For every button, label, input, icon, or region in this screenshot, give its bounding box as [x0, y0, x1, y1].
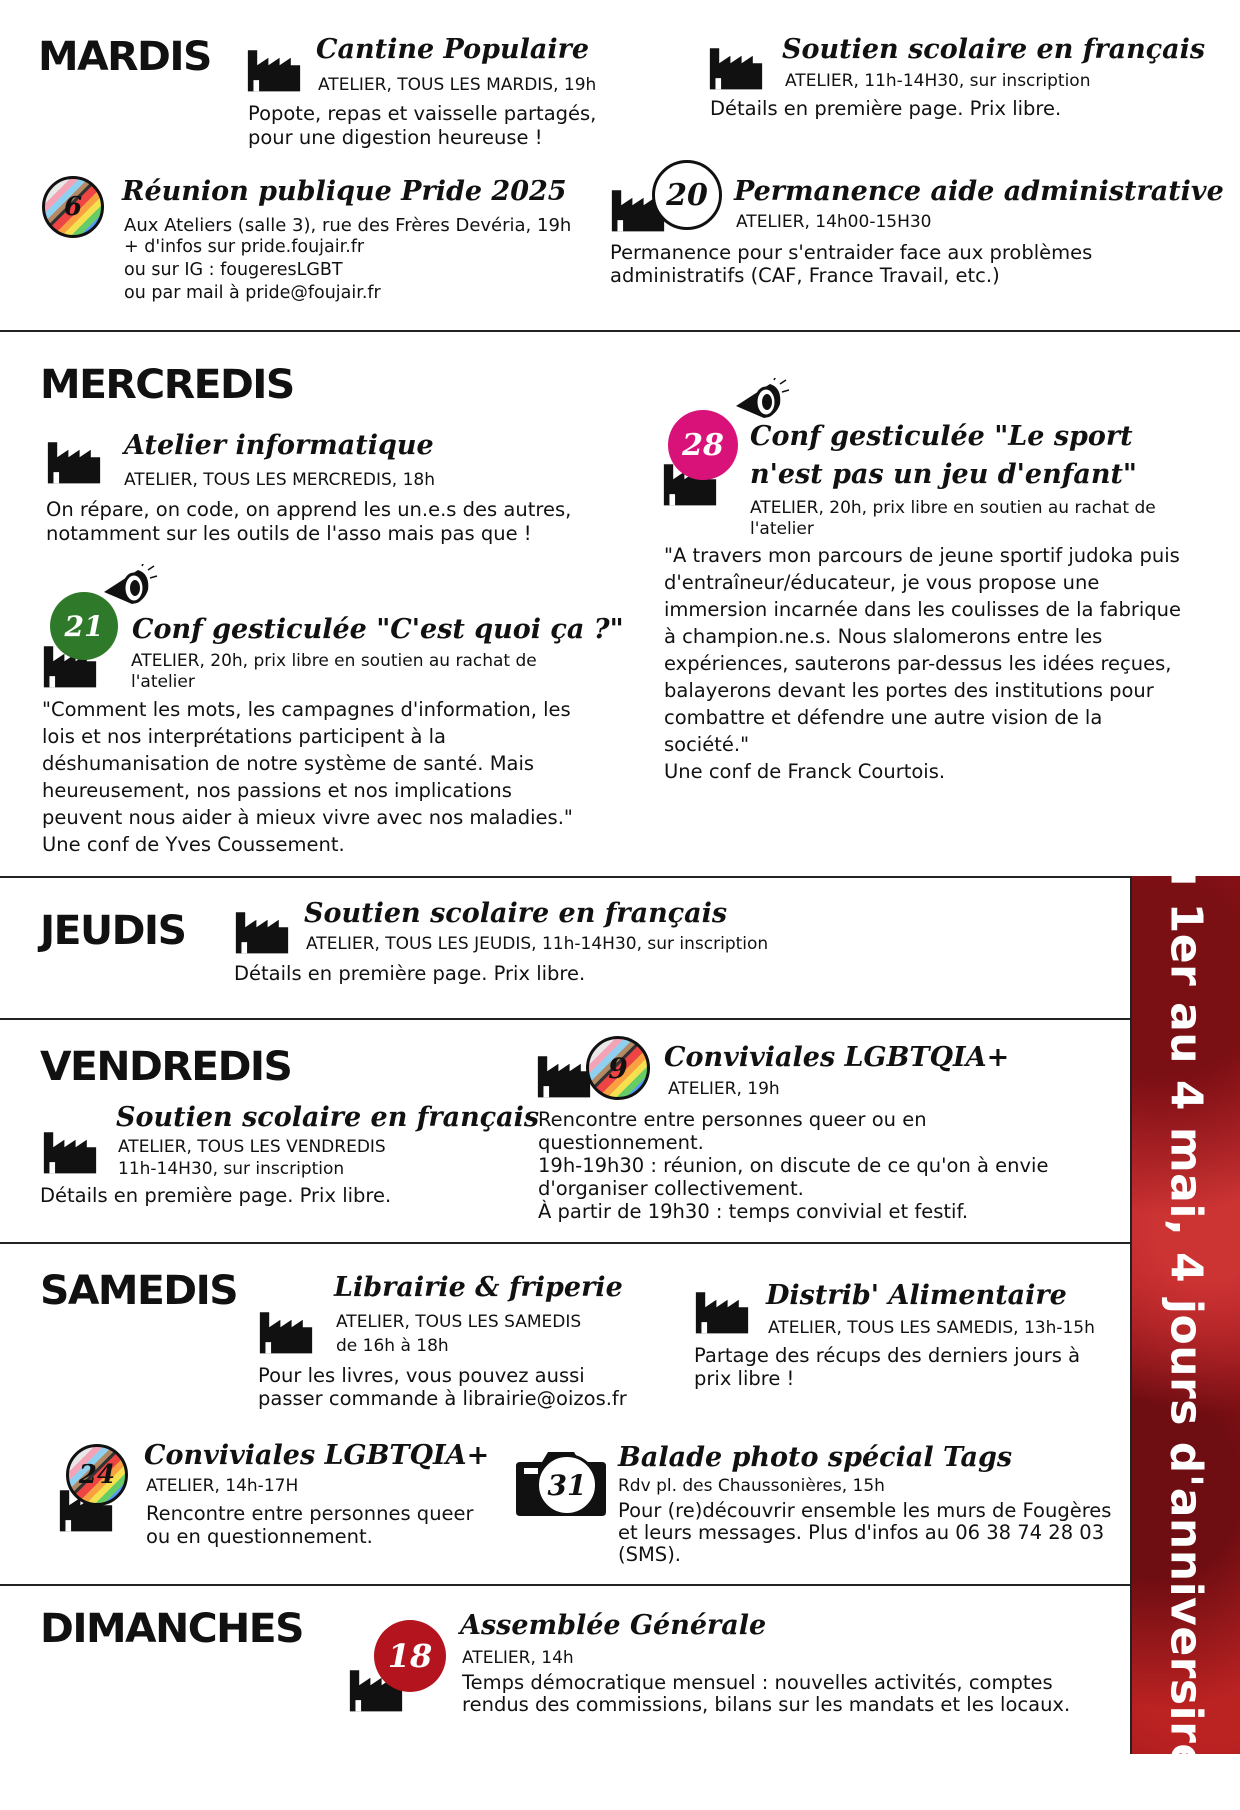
event-body-line: Partage des récups des derniers jours à [694, 1344, 1081, 1367]
factory-icon [234, 906, 290, 954]
event-title: Soutien scolaire en français [304, 898, 728, 929]
event-meta-line: ATELIER, TOUS LES VENDREDIS [118, 1137, 386, 1157]
day-heading-samedis: SAMEDIS [40, 1268, 238, 1314]
event-title-line: Conf gesticulée "Le sport [750, 421, 1133, 452]
event-body-line: Pour les livres, vous pouvez aussi [258, 1364, 585, 1387]
megaphone-icon [730, 378, 790, 423]
section-divider [0, 330, 1240, 332]
event-meta-line: 11h-14H30, sur inscription [118, 1159, 345, 1179]
event-body-line: À partir de 19h30 : temps convivial et festif. [538, 1200, 969, 1223]
event-body-line: Détails en première page. Prix libre. [40, 1184, 392, 1207]
event-body-line: passer commande à librairie@oizos.fr [258, 1387, 627, 1410]
day-heading-mercredis: MERCREDIS [40, 362, 294, 408]
factory-icon [246, 44, 302, 92]
event-body-line: Détails en première page. Prix libre. [710, 97, 1062, 120]
day-heading-jeudis: JEUDIS [40, 908, 186, 954]
event-title: Conviviales LGBTQIA+ [144, 1440, 490, 1471]
event-body-line: et leurs messages. Plus d'infos au 06 38 74 28 03 [618, 1521, 1105, 1544]
event-title: Cantine Populaire [316, 34, 590, 65]
event-body-line: heureusement, nos passions et nos implications [42, 779, 512, 802]
event-body-line: déshumanisation de notre système de santé. Mais [42, 752, 535, 775]
section-divider [0, 876, 1240, 878]
event-meta: ATELIER, 14h00-15H30 [736, 212, 932, 232]
event-meta: ATELIER, 14h [462, 1648, 574, 1668]
event-title: Soutien scolaire en français [782, 34, 1206, 65]
day-heading-mardis: MARDIS [38, 34, 211, 80]
day-heading-dimanches: DIMANCHES [40, 1606, 303, 1652]
section-divider [0, 1584, 1132, 1586]
event-body-line: Popote, repas et vaisselle partagés, [248, 102, 597, 125]
event-title: Assemblée Générale [460, 1610, 767, 1641]
event-body-line: questionnement. [538, 1131, 704, 1154]
event-body-line: Rencontre entre personnes queer [146, 1502, 474, 1525]
event-meta-line: l'atelier [750, 519, 814, 539]
event-title: Permanence aide administrative [734, 176, 1224, 207]
event-meta: ATELIER, 19h [668, 1079, 780, 1099]
event-meta: ATELIER, 14h-17H [146, 1476, 299, 1496]
section-divider [0, 1242, 1132, 1244]
event-body-line: Pour (re)découvrir ensemble les murs de Fougères [618, 1499, 1112, 1522]
event-body-line: "Comment les mots, les campagnes d'information, les [42, 698, 571, 721]
event-title: Atelier informatique [124, 430, 434, 461]
event-meta-line: ATELIER, 20h, prix libre en soutien au rachat de [750, 498, 1156, 518]
event-body-line: immersion incarnée dans les coulisses de la fabrique [664, 598, 1181, 621]
event-body-line: d'organiser collectivement. [538, 1177, 804, 1200]
factory-icon [694, 1286, 750, 1334]
event-body-line: rendus des commissions, bilans sur les mandats et les locaux. [462, 1693, 1071, 1716]
event-body-line: balayerons devant les portes des institutions pour [664, 679, 1154, 702]
event-title: Réunion publique Pride 2025 [122, 176, 567, 207]
event-title: Librairie & friperie [334, 1272, 623, 1303]
event-body-line: ou en questionnement. [146, 1525, 373, 1548]
event-body-line: Une conf de Franck Courtois. [664, 760, 946, 783]
event-body-line: ou sur IG : fougeresLGBT [124, 260, 343, 280]
event-body-line: + d'infos sur pride.foujair.fr [124, 237, 365, 257]
date-badge-21: 21 [50, 592, 118, 660]
factory-icon [46, 436, 102, 484]
event-meta: ATELIER, 11h-14H30, sur inscription [785, 71, 1091, 91]
event-body-line: Une conf de Yves Coussement. [42, 833, 345, 856]
factory-icon [258, 1306, 314, 1354]
event-body-line: lois et nos interprétations participent à la [42, 725, 446, 748]
date-badge-31: 31 [536, 1454, 598, 1516]
event-meta: ATELIER, TOUS LES MERCREDIS, 18h [124, 470, 435, 490]
factory-icon [536, 1050, 592, 1098]
event-body-line: 19h-19h30 : réunion, on discute de ce qu'on à envie [538, 1154, 1049, 1177]
event-body-line: à champion.ne.s. Nous slalomerons entre les [664, 625, 1103, 648]
section-divider [0, 1018, 1132, 1020]
event-body-line: Rencontre entre personnes queer ou en [538, 1108, 927, 1131]
event-title-line: n'est pas un jeu d'enfant" [750, 459, 1137, 490]
event-meta: ATELIER, TOUS LES MARDIS, 19h [318, 75, 597, 95]
event-body-line: notamment sur les outils de l'asso mais pas que ! [46, 522, 532, 545]
date-badge-9: 9 [586, 1036, 650, 1100]
event-meta: ATELIER, TOUS LES SAMEDIS, 13h-15h [768, 1318, 1095, 1338]
event-body-line: prix libre ! [694, 1367, 795, 1390]
anniversary-banner [1132, 817, 1240, 1810]
event-meta-line: ATELIER, 20h, prix libre en soutien au rachat de [131, 651, 537, 671]
event-meta-line: de 16h à 18h [336, 1336, 449, 1356]
event-body-line: On répare, on code, on apprend les un.e.s des autres, [46, 498, 572, 521]
event-title: Distrib' Alimentaire [766, 1280, 1067, 1311]
event-meta: Rdv pl. des Chaussonières, 15h [618, 1476, 885, 1496]
event-body-line: ou par mail à pride@foujair.fr [124, 283, 381, 303]
event-body-line: Détails en première page. Prix libre. [234, 962, 586, 985]
event-body-line: (SMS). [618, 1543, 681, 1566]
event-body-line: pour une digestion heureuse ! [248, 126, 543, 149]
event-meta-line: ATELIER, TOUS LES SAMEDIS [336, 1312, 582, 1332]
factory-icon [42, 1126, 98, 1174]
date-badge-24: 24 [66, 1444, 128, 1506]
day-heading-vendredis: VENDREDIS [40, 1044, 292, 1090]
event-body-line: Permanence pour s'entraider face aux problèmes [610, 241, 1093, 264]
date-badge-20: 20 [652, 160, 722, 230]
event-title: Conf gesticulée "C'est quoi ça ?" [132, 614, 624, 645]
event-body-line: expériences, sauterons par-dessus les idées reçues, [664, 652, 1172, 675]
date-badge-28: 28 [668, 410, 738, 480]
date-badge-18: 18 [374, 1620, 446, 1692]
event-body-line: d'entraîneur/éducateur, je vous propose une [664, 571, 1100, 594]
event-meta: Aux Ateliers (salle 3), rue des Frères Devéria, 19h [124, 215, 572, 236]
event-body-line: administratifs (CAF, France Travail, etc.) [610, 264, 1000, 287]
event-title: Conviviales LGBTQIA+ [664, 1042, 1010, 1073]
factory-icon [708, 42, 764, 90]
date-badge-6: 6 [42, 176, 104, 238]
event-title: Soutien scolaire en français [116, 1102, 540, 1133]
event-meta: ATELIER, TOUS LES JEUDIS, 11h-14H30, sur inscription [306, 934, 769, 954]
event-body-line: société." [664, 733, 750, 756]
event-body-line: "A travers mon parcours de jeune sportif judoka puis [664, 544, 1180, 567]
event-body-line: peuvent nous aider à mieux vivre avec nos maladies." [42, 806, 573, 829]
anniversary-banner-text: Du 1er au 4 mai, 4 jours d'anniversire ! [1160, 817, 1212, 1810]
event-title: Balade photo spécial Tags [618, 1442, 1013, 1473]
event-body-line: combattre et défendre une autre vision de la [664, 706, 1103, 729]
event-meta-line: l'atelier [131, 672, 195, 692]
event-body-line: Temps démocratique mensuel : nouvelles activités, comptes [462, 1671, 1053, 1694]
